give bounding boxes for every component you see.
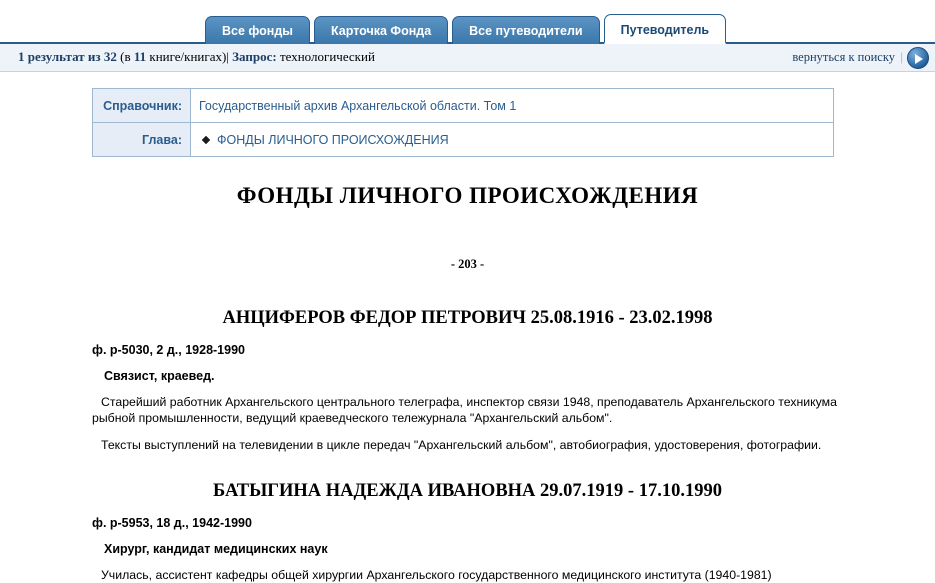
diamond-bullet-icon: [202, 135, 210, 143]
result-bar: [0, 44, 935, 72]
table-row-chapter: [93, 123, 834, 157]
query-value: технологический: [279, 49, 375, 64]
tab-fund-card[interactable]: Карточка Фонда: [314, 16, 448, 44]
info-table: [92, 88, 834, 157]
result-divider: |: [226, 49, 229, 64]
chapter-label: Глава:: [93, 123, 191, 157]
entry-heading: БАТЫГИНА НАДЕЖДА ИВАНОВНА 29.07.1919 - 17.10.1990: [213, 481, 722, 501]
tab-list: [205, 12, 726, 42]
page-number: - 203 -: [450, 257, 485, 271]
entry-paragraph: Училась, ассистент кафедры общей хирургии Архангельского государственного медицинского института (1940-1981): [101, 568, 772, 582]
books-prefix: (в: [120, 49, 134, 64]
tab-bar: [0, 0, 935, 44]
books-suffix: книге/книгах): [146, 49, 227, 64]
tab-all-guides[interactable]: Все путеводители: [452, 16, 599, 44]
entry-paragraph: Старейший работник Архангельского центрального телеграфа, инспектор связи 1948, преподаватель Архангельского техникума рыбной промышленности, ведущий краеведческого тележурнала "Архангельский альбом".: [92, 395, 837, 425]
entry-batygina: [92, 481, 843, 583]
tab-all-funds[interactable]: Все фонды: [205, 16, 310, 44]
entry-role: Связист, краевед.: [104, 369, 215, 383]
guide-value: Государственный архив Архангельской области. Том 1: [191, 89, 834, 123]
entry-fond-info: ф. р-5030, 2 д., 1928-1990: [92, 343, 245, 357]
go-arrow-button[interactable]: [907, 47, 929, 69]
result-count: 1 результат из 32: [18, 49, 117, 64]
chapter-link[interactable]: ФОНДЫ ЛИЧНОГО ПРОИСХОЖДЕНИЯ: [217, 132, 449, 147]
entry-paragraph: Тексты выступлений на телевидении в цикле передач "Архангельский альбом", автобиография, удостоверения, фотографии.: [101, 438, 822, 452]
document-body: [0, 157, 935, 583]
entry-fond-info: ф. р-5953, 18 д., 1942-1990: [92, 516, 252, 530]
chapter-value-cell: [191, 123, 834, 157]
tab-guide[interactable]: Путеводитель: [604, 14, 726, 44]
entry-anciferov: [92, 308, 843, 453]
backlink-separator: |: [900, 50, 903, 64]
page-title: ФОНДЫ ЛИЧНОГО ПРОИСХОЖДЕНИЯ: [236, 183, 699, 208]
entry-role: Хирург, кандидат медицинских наук: [104, 542, 328, 556]
info-panel: [0, 72, 935, 157]
back-to-search-link[interactable]: вернуться к поиску: [792, 50, 895, 64]
query-label: Запрос:: [232, 49, 277, 64]
books-count: 11: [133, 49, 147, 64]
table-row-guide: [93, 89, 834, 123]
entry-heading: АНЦИФЕРОВ ФЕДОР ПЕТРОВИЧ 25.08.1916 - 23.02.1998: [222, 308, 713, 328]
guide-label: Справочник:: [93, 89, 191, 123]
